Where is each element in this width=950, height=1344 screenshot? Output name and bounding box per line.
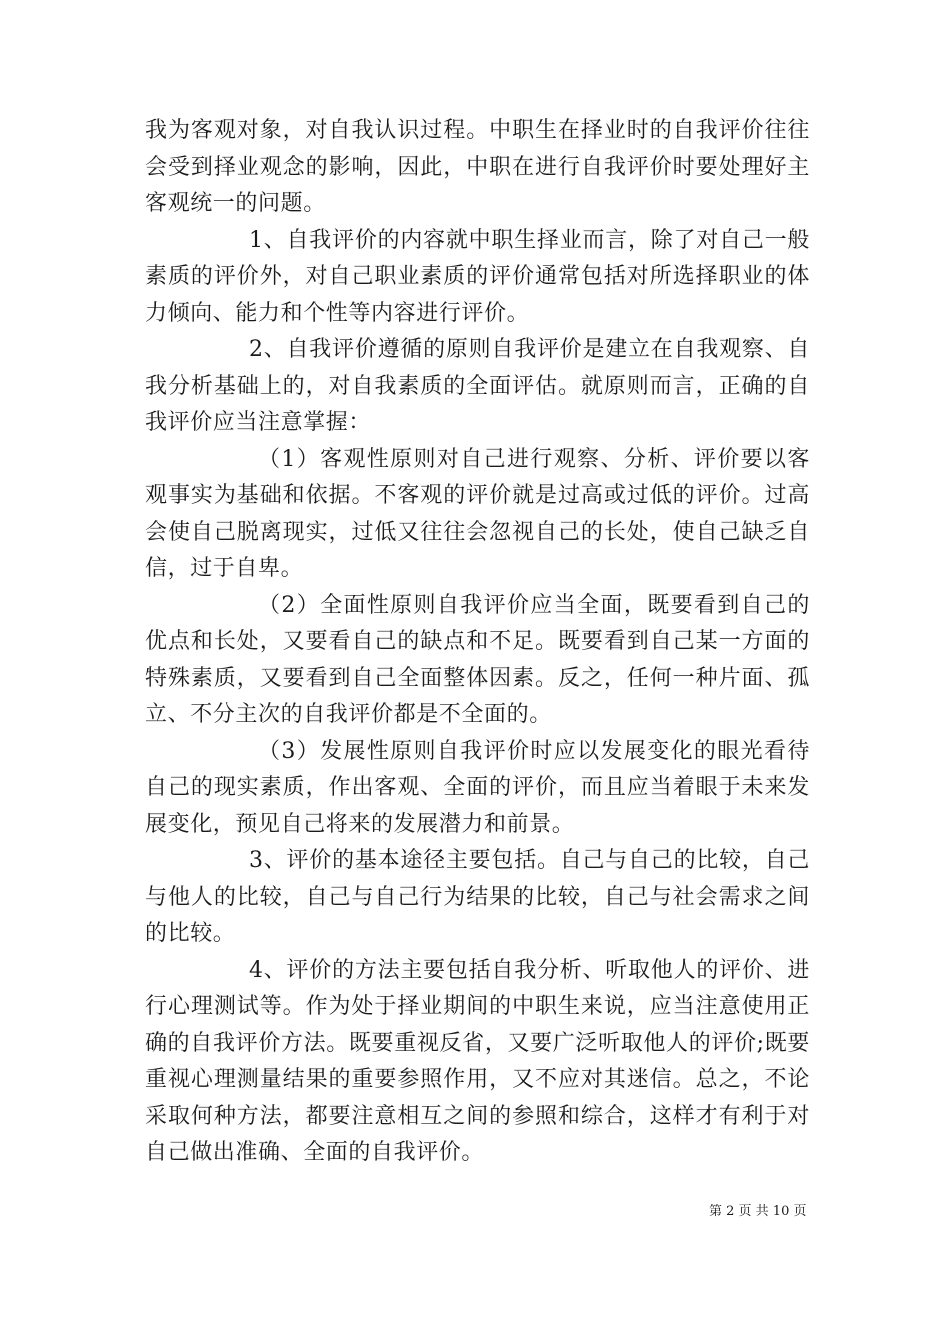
paragraph-development-principle: （3）发展性原则自我评价时应以发展变化的眼光看待自己的现实素质，作出客观、全面的评价，而且应当着眼于未来发展变化，预见自己将来的发展潜力和前景。 [145, 738, 810, 837]
document-body [145, 113, 810, 1172]
paragraph-comprehensiveness-principle: （2）全面性原则自我评价应当全面，既要看到自己的优点和长处，又要看自己的缺点和不足。既要看到自己某一方面的特殊素质，又要看到自己全面整体因素。反之，任何一种片面、孤立、不分主次的自我评价都是不全面的。 [145, 592, 810, 727]
paragraph-evaluation-content: 1、自我评价的内容就中职生择业而言，除了对自己一般素质的评价外，对自己职业素质的评价通常包括对所选择职业的体力倾向、能力和个性等内容进行评价。 [145, 227, 810, 326]
page-number-footer: 第 2 页 共 10 页 [709, 1204, 807, 1219]
paragraph-evaluation-approaches: 3、评价的基本途径主要包括。自己与自己的比较，自己与他人的比较，自己与自己行为结果的比较，自己与社会需求之间的比较。 [145, 848, 810, 946]
paragraph-evaluation-principles: 2、自我评价遵循的原则自我评价是建立在自我观察、自我分析基础上的，对自我素质的全面评估。就原则而言，正确的自我评价应当注意掌握： [145, 337, 810, 435]
paragraph-objectivity-principle: （1）客观性原则对自己进行观察、分析、评价要以客观事实为基础和依据。不客观的评价就是过高或过低的评价。过高会使自己脱离现实，过低又往往会忽视自己的长处，使自己缺乏自信，过于自卑。 [145, 446, 810, 581]
paragraph-intro: 我为客观对象，对自我认识过程。中职生在择业时的自我评价往往会受到择业观念的影响，因此，中职在进行自我评价时要处理好主客观统一的问题。 [145, 118, 810, 216]
paragraph-evaluation-methods: 4、评价的方法主要包括自我分析、听取他人的评价、进行心理测试等。作为处于择业期间的中职生来说，应当注意使用正确的自我评价方法。既要重视反省，又要广泛听取他人的评价;既要重视心理测量结果的重要参照作用，又不应对其迷信。总之，不论采取何种方法，都要注意相互之间的参照和综合，这样才有利于对自己做出准确、全面的自我评价。 [145, 957, 810, 1165]
